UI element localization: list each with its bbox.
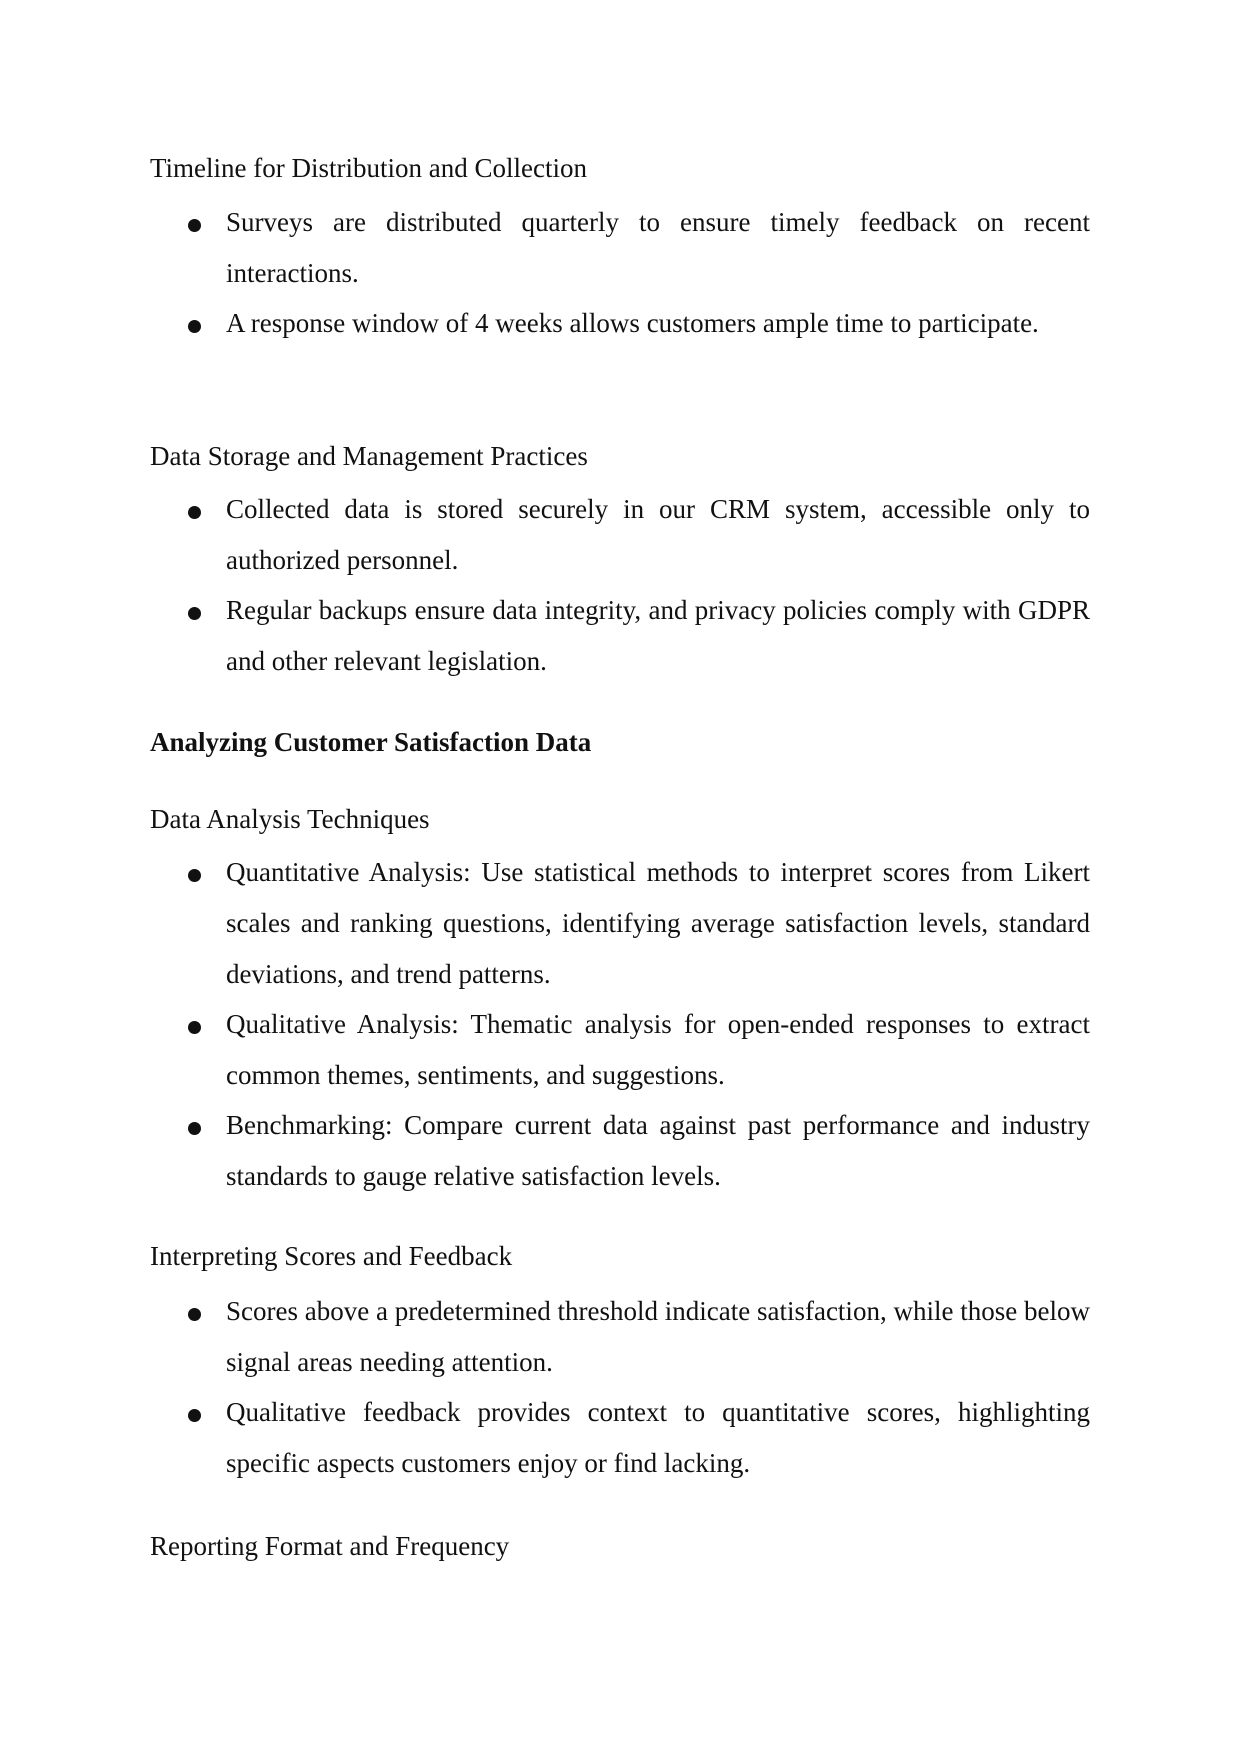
bullet-icon: [188, 506, 201, 519]
subheading-timeline: Timeline for Distribution and Collection: [150, 153, 587, 183]
subheading-interpreting-scores: Interpreting Scores and Feedback: [150, 1241, 513, 1271]
list-item-text: Surveys are distributed quarterly to ensure timely feedback on recent interactions.: [226, 207, 1090, 288]
bullet-icon: [188, 320, 201, 333]
bullet-icon: [188, 607, 201, 620]
bullet-icon: [188, 219, 201, 232]
bullet-icon: [188, 869, 201, 882]
subheading-analysis-techniques: Data Analysis Techniques: [150, 804, 430, 834]
subheading-reporting: Reporting Format and Frequency: [150, 1531, 510, 1561]
list-item-text: Benchmarking: Compare current data against past performance and industry standards to gauge relative satisfaction levels.: [226, 1110, 1090, 1191]
list-item-text: Quantitative Analysis: Use statistical methods to interpret scores from Likert scales and ranking questions, identifying average satisfaction levels, standard deviations, and trend patterns.: [226, 857, 1090, 989]
section-title: Analyzing Customer Satisfaction Data: [150, 727, 592, 757]
bullet-icon: [188, 1308, 201, 1321]
bullet-icon: [188, 1409, 201, 1422]
list-item-text: Scores above a predetermined threshold indicate satisfaction, while those below signal areas needing attention.: [226, 1296, 1090, 1377]
bullet-icon: [188, 1122, 201, 1135]
list-item-text: Regular backups ensure data integrity, and privacy policies comply with GDPR and other relevant legislation.: [226, 595, 1090, 676]
list-item-text: Collected data is stored securely in our CRM system, accessible only to authorized personnel.: [226, 494, 1090, 575]
bullet-icon: [188, 1021, 201, 1034]
list-item-text: Qualitative Analysis: Thematic analysis for open-ended responses to extract common themes, sentiments, and suggestions.: [226, 1009, 1090, 1090]
subheading-data-storage: Data Storage and Management Practices: [150, 441, 588, 471]
list-item-text: Qualitative feedback provides context to quantitative scores, highlighting specific aspects customers enjoy or find lacking.: [226, 1397, 1090, 1478]
list-item-text: A response window of 4 weeks allows customers ample time to participate.: [226, 308, 1039, 338]
